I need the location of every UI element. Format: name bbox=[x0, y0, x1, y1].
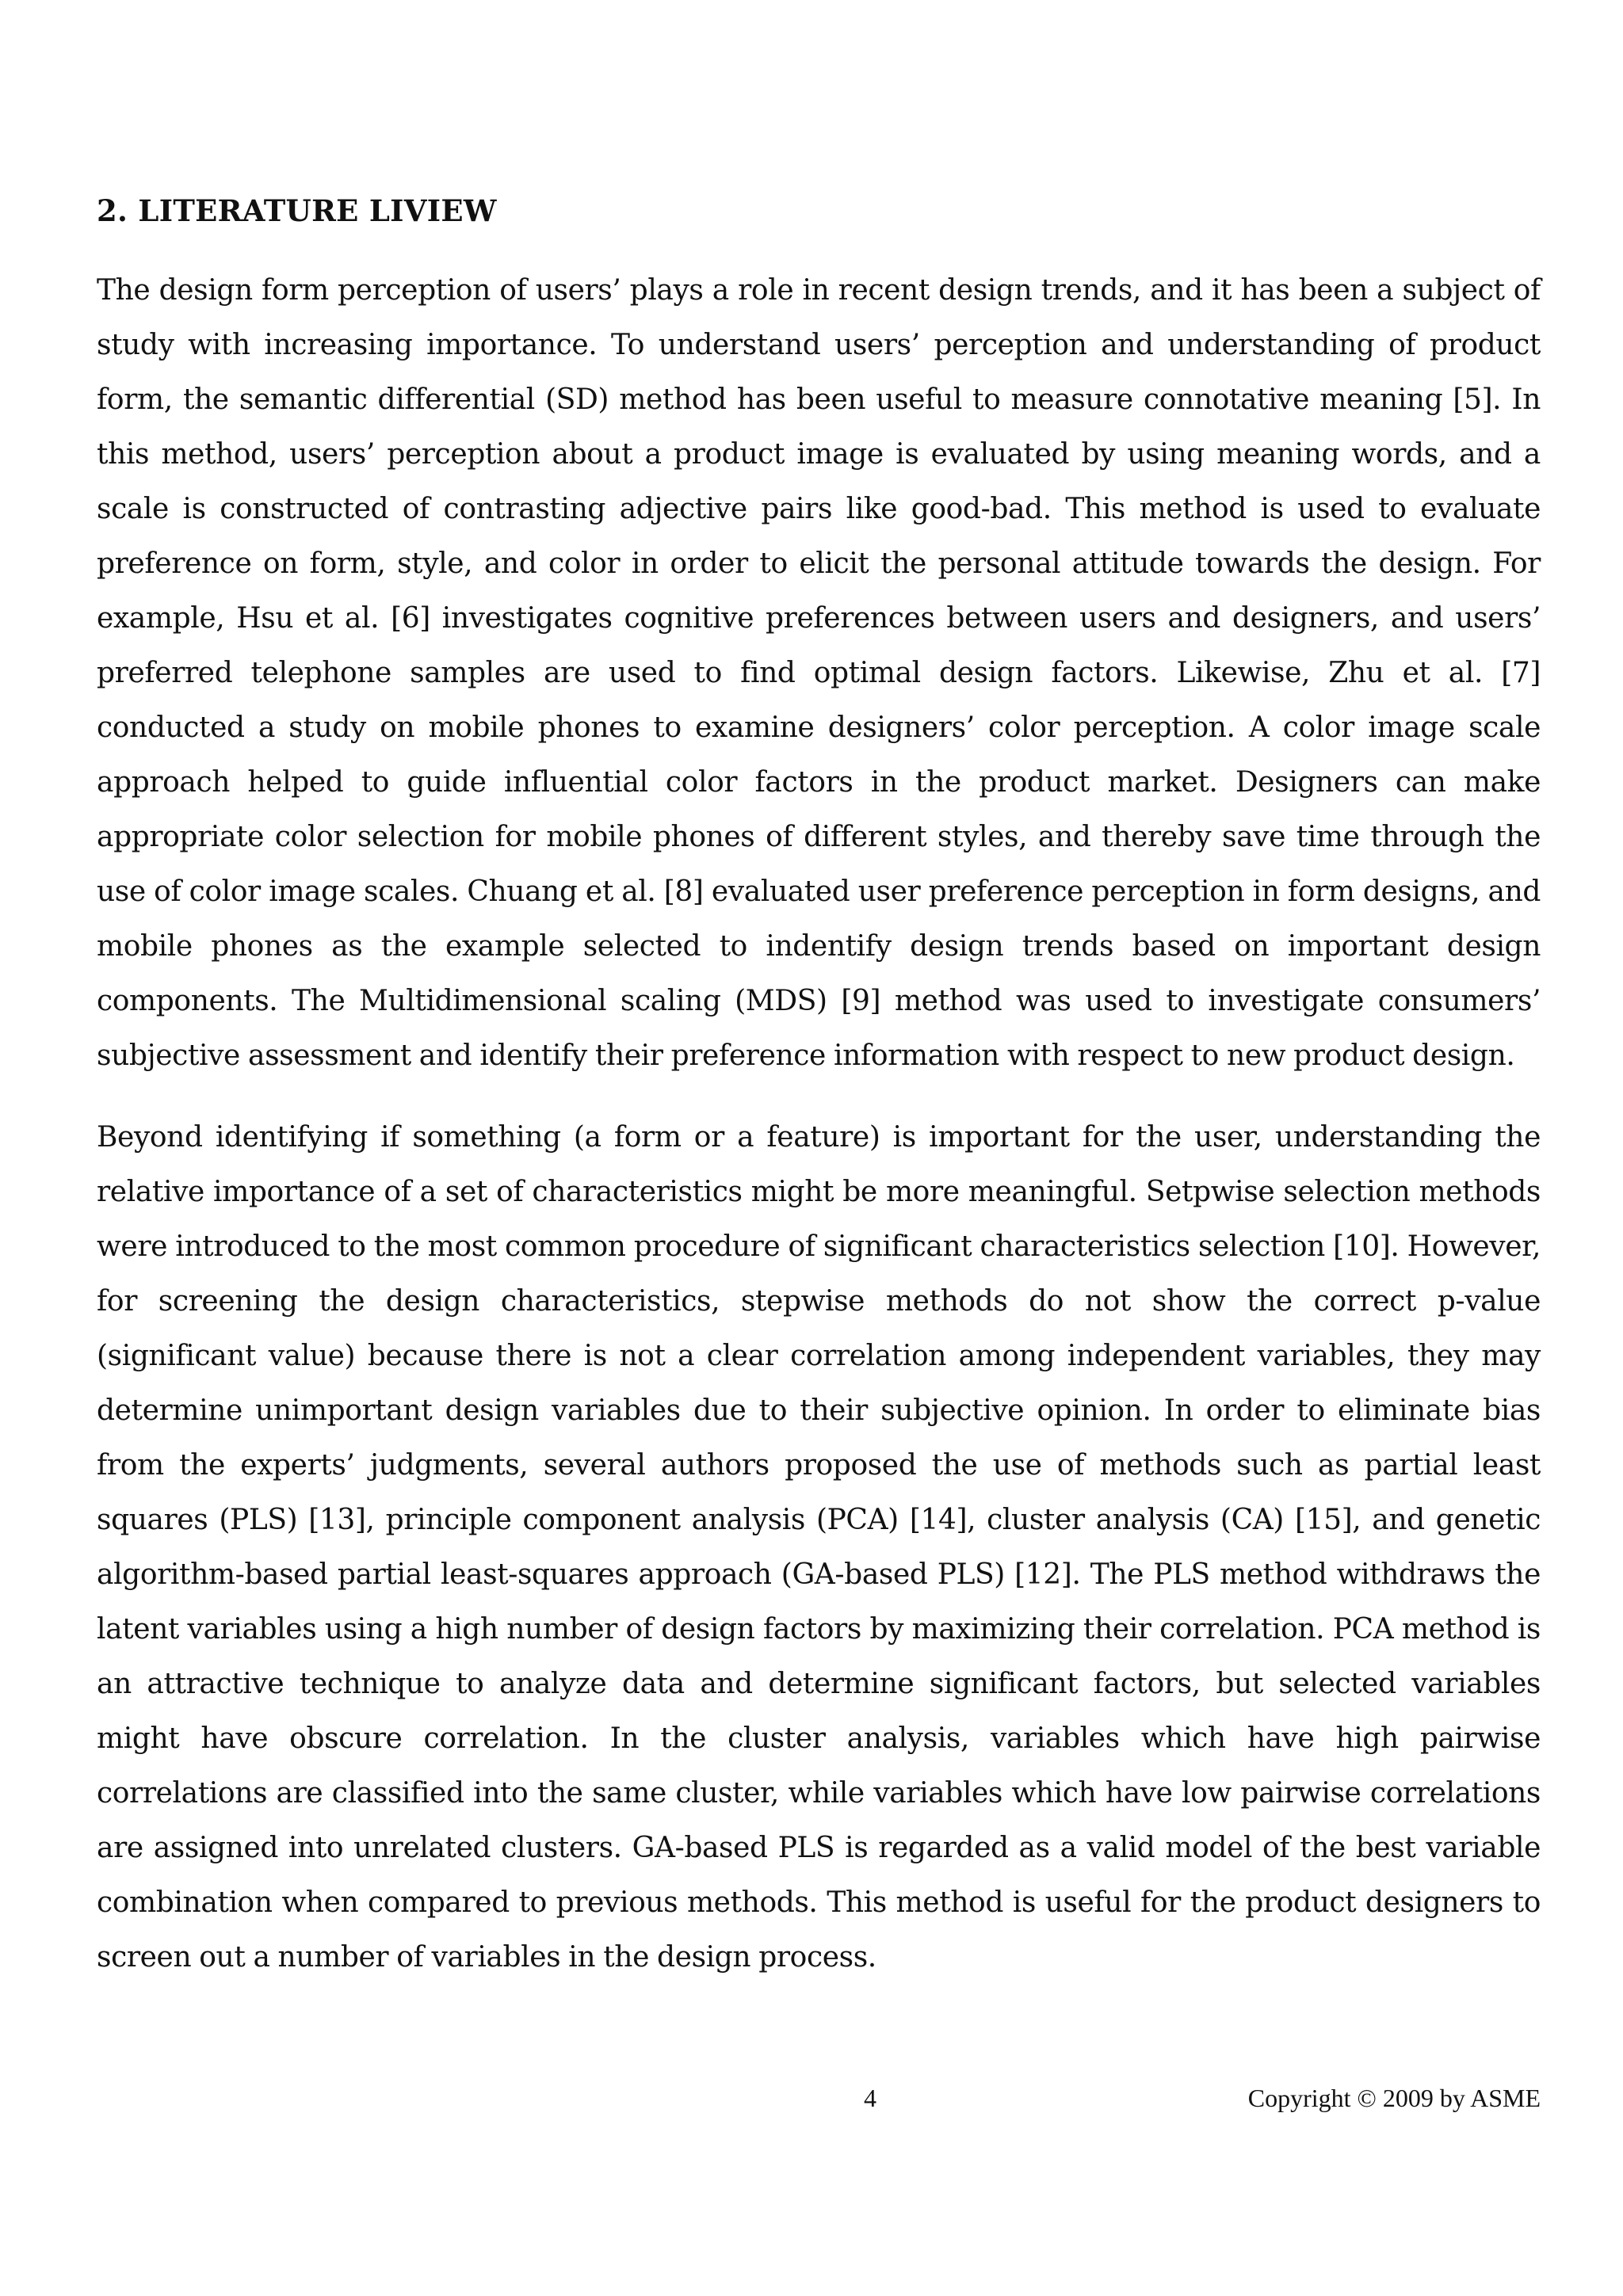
page-number: 4 bbox=[864, 2084, 876, 2112]
section-heading: 2. LITERATURE LIVIEW bbox=[97, 193, 497, 228]
paragraph-2: Beyond identifying if something (a form or a feature) is important for the user, understanding the relative importance of a set of characteristics might be more meaningful. Setpwise selection methods were introduced to the most common procedure of significant characteristics selection [10]. However, for screening the design characteristics, stepwise methods do not show the correct p-value (significant value) because there is not a clear correlation among independent variables, they may determine unimportant design variables due to their subjective opinion. In order to eliminate bias from the experts’ judgments, several authors proposed the use of methods such as partial least squares (PLS) [13], principle component analysis (PCA) [14], cluster analysis (CA) [15], and genetic algorithm-based partial least-squares approach (GA-based PLS) [12]. The PLS method withdraws the latent variables using a high number of design factors by maximizing their correlation. PCA method is an attractive technique to analyze data and determine significant factors, but selected variables might have obscure correlation. In the cluster analysis, variables which have high pairwise correlations are classified into the same cluster, while variables which have low pairwise correlations are assigned into unrelated clusters. GA-based PLS is regarded as a valid model of the best variable combination when compared to previous methods. This method is useful for the product designers to screen out a number of variables in the design process. bbox=[97, 1121, 1541, 1974]
paragraph-1: The design form perception of users’ plays a role in recent design trends, and it has been a subject of study with increasing importance. To understand users’ perception and understanding of product form, the semantic differential (SD) method has been useful to measure connotative meaning [5]. In this method, users’ perception about a product image is evaluated by using meaning words, and a scale is constructed of contrasting adjective pairs like good-bad. This method is used to evaluate preference on form, style, and color in order to elicit the personal attitude towards the design. For example, Hsu et al. [6] investigates cognitive preferences between users and designers, and users’ preferred telephone samples are used to find optimal design factors. Likewise, Zhu et al. [7] conducted a study on mobile phones to examine designers’ color perception. A color image scale approach helped to guide influential color factors in the product market. Designers can make appropriate color selection for mobile phones of different styles, and thereby save time through the use of color image scales. Chuang et al. [8] evaluated user preference perception in form designs, and mobile phones as the example selected to indentify design trends based on important design components. The Multidimensional scaling (MDS) [9] method was used to investigate consumers’ subjective assessment and identify their preference information with respect to new product design. bbox=[97, 274, 1541, 1072]
copyright-notice: Copyright © 2009 by ASME bbox=[1247, 2084, 1541, 2112]
page-body bbox=[97, 190, 1541, 2012]
